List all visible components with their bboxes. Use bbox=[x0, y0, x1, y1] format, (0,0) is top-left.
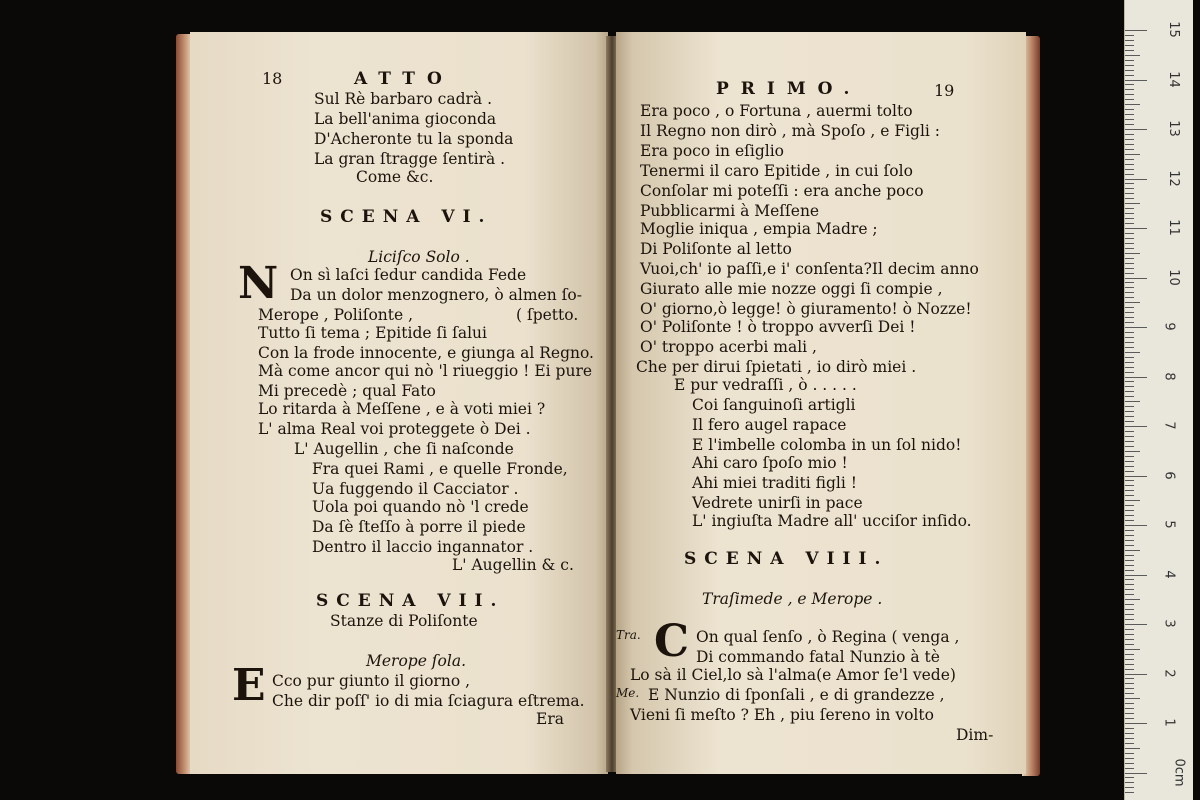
ruler-tick bbox=[1125, 480, 1134, 481]
ruler-tick bbox=[1125, 763, 1134, 764]
ruler-tick bbox=[1125, 377, 1147, 378]
ruler-tick bbox=[1125, 193, 1134, 194]
ruler-tick bbox=[1125, 109, 1134, 110]
ruler-tick bbox=[1125, 530, 1134, 531]
ruler-tick bbox=[1125, 639, 1134, 640]
ruler-number: 6 bbox=[1161, 470, 1177, 480]
ruler-tick bbox=[1125, 381, 1134, 382]
ruler-tick bbox=[1125, 678, 1134, 679]
ruler-number: 2 bbox=[1161, 668, 1177, 678]
ruler-tick bbox=[1125, 456, 1134, 457]
catchword: Era bbox=[536, 710, 564, 728]
scene-speaker: Liciſco Solo . bbox=[368, 248, 470, 266]
ruler-tick bbox=[1125, 416, 1134, 417]
ruler-tick bbox=[1125, 683, 1134, 684]
ruler-tick bbox=[1125, 282, 1134, 283]
ruler-tick bbox=[1125, 619, 1134, 620]
aria-line: L' ingiuſta Madre all' ucciſor inſido. bbox=[692, 512, 972, 530]
ruler-tick bbox=[1125, 614, 1134, 615]
ruler-tick bbox=[1125, 362, 1134, 363]
ruler-tick bbox=[1125, 579, 1134, 580]
ruler-tick bbox=[1125, 594, 1134, 595]
ruler-tick bbox=[1125, 768, 1134, 769]
ruler-tick bbox=[1125, 203, 1140, 204]
ruler-tick bbox=[1125, 223, 1134, 224]
ruler-tick bbox=[1125, 238, 1134, 239]
verse-line: La gran ſtragge ſentirà . bbox=[314, 150, 506, 168]
ruler-tick bbox=[1125, 441, 1134, 442]
ruler-tick bbox=[1125, 560, 1134, 561]
ruler-tick bbox=[1125, 40, 1134, 41]
aria-line: Uola poi quando nò 'l crede bbox=[312, 498, 529, 516]
ruler-tick bbox=[1125, 302, 1140, 303]
ruler-tick bbox=[1125, 278, 1147, 279]
text-line: Conſolar mi poteſſi : era anche poco bbox=[640, 182, 924, 200]
ruler-tick bbox=[1125, 372, 1134, 373]
verse-line: Sul Rè barbaro cadrà . bbox=[314, 90, 493, 108]
text-line: Vieni ſi meſto ? Eh , piu ſereno in volto bbox=[630, 706, 934, 724]
ruler-number: 12 bbox=[1165, 169, 1181, 187]
ruler-tick bbox=[1125, 589, 1134, 590]
ruler-tick bbox=[1125, 446, 1134, 447]
ruler-tick bbox=[1125, 584, 1134, 585]
ruler-tick bbox=[1125, 248, 1134, 249]
ruler-tick bbox=[1125, 322, 1134, 323]
ruler-tick bbox=[1125, 787, 1134, 788]
ruler-tick bbox=[1125, 312, 1134, 313]
ruler-tick bbox=[1125, 337, 1134, 338]
ruler-tick bbox=[1125, 129, 1147, 130]
ruler-number: 4 bbox=[1161, 569, 1177, 579]
ruler-tick bbox=[1125, 169, 1134, 170]
text-line: Merope , Poliſonte , bbox=[258, 306, 414, 324]
aria-line: Ua fuggendo il Cacciator . bbox=[312, 480, 519, 498]
text-line: Di commando fatal Nunzio à tè bbox=[696, 648, 940, 666]
ruler-tick bbox=[1125, 466, 1134, 467]
ruler-tick bbox=[1125, 604, 1134, 605]
ruler-tick bbox=[1125, 307, 1134, 308]
text-line: Cco pur giunto il giorno , bbox=[272, 672, 471, 690]
ruler-tick bbox=[1125, 243, 1134, 244]
text-line: Che dir poſſ' io di mia ſciagura eſtrema. bbox=[272, 692, 585, 710]
ruler-tick bbox=[1125, 505, 1134, 506]
aria-line: Il fero augel rapace bbox=[692, 416, 847, 434]
aria-line: E l'imbelle colomba in un ſol nido! bbox=[692, 436, 962, 454]
ruler-tick bbox=[1125, 777, 1134, 778]
ruler-tick bbox=[1125, 659, 1134, 660]
ruler-tick bbox=[1125, 570, 1134, 571]
ruler-tick bbox=[1125, 65, 1134, 66]
drop-cap: N bbox=[238, 258, 279, 309]
scene-speaker: Merope ſola. bbox=[366, 652, 467, 670]
ruler-tick bbox=[1125, 565, 1134, 566]
ruler-tick bbox=[1125, 134, 1134, 135]
speaker-label: Tra. bbox=[616, 628, 641, 642]
ruler-tick bbox=[1125, 75, 1134, 76]
text-line: Con la frode innocente, e giunga al Regno. bbox=[258, 344, 594, 362]
ruler-tick bbox=[1125, 386, 1134, 387]
ruler-tick bbox=[1125, 728, 1134, 729]
ruler-tick bbox=[1125, 792, 1134, 793]
ruler-tick bbox=[1125, 253, 1140, 254]
ruler-tick bbox=[1125, 218, 1134, 219]
ruler-tick bbox=[1125, 55, 1140, 56]
text-line: Lo ritarda à Meſſene , e à voti miei ? bbox=[258, 400, 546, 418]
ruler-tick bbox=[1125, 292, 1134, 293]
ruler-tick bbox=[1125, 268, 1134, 269]
ruler-tick bbox=[1125, 263, 1134, 264]
ruler-tick bbox=[1125, 89, 1134, 90]
aria-line: Vedrete unirſi in pace bbox=[692, 494, 863, 512]
ruler-tick bbox=[1125, 738, 1134, 739]
ruler-tick bbox=[1125, 753, 1134, 754]
ruler-tick bbox=[1125, 357, 1134, 358]
ruler-tick bbox=[1125, 634, 1134, 635]
text-line: Era poco in eſiglio bbox=[640, 142, 784, 160]
text-line: Mà come ancor qui nò 'l riueggio ! Ei pure bbox=[258, 362, 593, 380]
ruler-tick bbox=[1125, 396, 1134, 397]
scene-title: SCENA VII. bbox=[316, 591, 505, 611]
ruler-tick bbox=[1125, 485, 1134, 486]
ruler-tick bbox=[1125, 599, 1140, 600]
ruler-tick bbox=[1125, 471, 1134, 472]
ruler-tick bbox=[1125, 713, 1134, 714]
ruler-number: 11 bbox=[1165, 219, 1181, 236]
text-line: Il Regno non dirò , mà Spoſo , e Figli : bbox=[640, 122, 941, 140]
aria-line: Ahi miei traditi figli ! bbox=[692, 474, 857, 492]
ruler-tick bbox=[1125, 60, 1134, 61]
ruler-number: 3 bbox=[1161, 619, 1177, 628]
ruler-tick bbox=[1125, 99, 1134, 100]
ruler-tick bbox=[1125, 733, 1134, 734]
ruler-tick bbox=[1125, 164, 1134, 165]
ruler-number: 7 bbox=[1161, 421, 1177, 430]
running-head: ATTO bbox=[354, 69, 454, 89]
text-line: Mi precedè ; qual Fato bbox=[258, 382, 436, 400]
aria-line: Ahi caro ſpoſo mio ! bbox=[692, 454, 848, 472]
ruler-tick bbox=[1125, 555, 1134, 556]
ruler-tick bbox=[1125, 431, 1134, 432]
ruler-tick bbox=[1125, 198, 1134, 199]
text-line: Tutto ſi tema ; Epitide ſi ſalui bbox=[258, 324, 487, 342]
catchword: Dim- bbox=[956, 726, 994, 744]
ruler-tick bbox=[1125, 233, 1134, 234]
ruler-tick bbox=[1125, 188, 1134, 189]
ruler-tick bbox=[1125, 426, 1147, 427]
aria-line: Fra quei Rami , e quelle Fronde, bbox=[312, 460, 568, 478]
ruler-tick bbox=[1125, 510, 1134, 511]
ruler-number: 0cm bbox=[1171, 757, 1187, 787]
ruler-tick bbox=[1125, 703, 1134, 704]
ruler-tick bbox=[1125, 664, 1134, 665]
ruler-tick bbox=[1125, 693, 1134, 694]
ruler-tick bbox=[1125, 347, 1134, 348]
ruler-tick bbox=[1125, 490, 1134, 491]
text-line: Tenermi il caro Epitide , in cui ſolo bbox=[640, 162, 913, 180]
drop-cap: C bbox=[654, 616, 690, 667]
aria-line: L' Augellin , che ſi naſconde bbox=[294, 440, 514, 458]
ruler-tick bbox=[1125, 743, 1134, 744]
ruler-tick bbox=[1125, 352, 1140, 353]
ruler-number: 5 bbox=[1161, 520, 1177, 529]
ruler-tick bbox=[1125, 654, 1134, 655]
ruler-tick bbox=[1125, 149, 1134, 150]
ruler-tick bbox=[1125, 50, 1134, 51]
ruler-tick bbox=[1125, 782, 1134, 783]
ruler-tick bbox=[1125, 367, 1134, 368]
text-line: E pur vedraſſi , ò . . . . . bbox=[674, 376, 857, 394]
text-line: L' alma Real voi proteggete ò Dei . bbox=[258, 420, 531, 438]
ruler-tick bbox=[1125, 461, 1134, 462]
ruler-number: 15 bbox=[1165, 21, 1181, 38]
ruler-tick bbox=[1125, 540, 1134, 541]
ruler-tick bbox=[1125, 104, 1140, 105]
ruler-tick bbox=[1125, 317, 1134, 318]
page-number: 18 bbox=[262, 69, 283, 88]
ruler-tick bbox=[1125, 124, 1134, 125]
text-line: O' troppo acerbi mali , bbox=[640, 338, 817, 356]
ruler-tick bbox=[1125, 179, 1147, 180]
text-line: O' Poliſonte ! ò troppo avverſi Dei ! bbox=[640, 318, 916, 336]
ruler-tick bbox=[1125, 159, 1134, 160]
ruler-tick bbox=[1125, 476, 1147, 477]
text-line: Lo sà il Ciel,lo sà l'alma(e Amor ſe'l vede) bbox=[630, 666, 956, 684]
ruler-tick bbox=[1125, 213, 1134, 214]
text-line: On sì laſci ſedur candida Fede bbox=[290, 266, 527, 284]
ruler-tick bbox=[1125, 525, 1147, 526]
aria-line: Coi ſanguinoſi artigli bbox=[692, 396, 856, 414]
ruler-tick bbox=[1125, 688, 1134, 689]
ruler-tick bbox=[1125, 287, 1134, 288]
ruler-tick bbox=[1125, 119, 1134, 120]
ruler-tick bbox=[1125, 342, 1134, 343]
ruler-tick bbox=[1125, 114, 1134, 115]
ruler-tick bbox=[1125, 545, 1134, 546]
ruler-tick bbox=[1125, 297, 1134, 298]
ruler-tick bbox=[1125, 84, 1134, 85]
ruler-tick bbox=[1125, 94, 1134, 95]
ruler-tick bbox=[1125, 139, 1134, 140]
left-page bbox=[190, 32, 608, 774]
text-line: E Nunzio di ſponſali , e di grandezze , bbox=[648, 686, 945, 704]
ruler-tick bbox=[1125, 183, 1134, 184]
ruler-tick bbox=[1125, 174, 1134, 175]
text-line: Che per dirui ſpietati , io dirò miei . bbox=[636, 358, 917, 376]
ruler-tick bbox=[1125, 758, 1134, 759]
ruler-tick bbox=[1125, 748, 1140, 749]
ruler-tick bbox=[1125, 698, 1140, 699]
ruler-tick bbox=[1125, 520, 1134, 521]
aria-line: Da ſè ſteſſo à porre il piede bbox=[312, 518, 526, 536]
ruler-tick bbox=[1125, 45, 1134, 46]
ruler-tick bbox=[1125, 609, 1134, 610]
ruler-number: 9 bbox=[1161, 322, 1177, 331]
page-number: 19 bbox=[934, 81, 955, 100]
ruler-tick bbox=[1125, 154, 1140, 155]
scene-title: SCENA VIII. bbox=[684, 549, 889, 569]
ruler-number: 14 bbox=[1165, 70, 1181, 88]
scene-setting: Stanze di Poliſonte bbox=[330, 612, 478, 630]
scene-speaker: Traſimede , e Merope . bbox=[702, 590, 883, 608]
aria-line: Dentro il laccio ingannator . bbox=[312, 538, 534, 556]
ruler-tick bbox=[1125, 436, 1134, 437]
ruler-tick bbox=[1125, 332, 1134, 333]
ruler-tick bbox=[1125, 773, 1147, 774]
scene-title: SCENA VI. bbox=[320, 207, 493, 227]
text-line: Era poco , o Fortuna , auermi tolto bbox=[640, 102, 913, 120]
ruler-tick bbox=[1125, 391, 1134, 392]
ruler-tick bbox=[1125, 644, 1134, 645]
text-line: Vuoi,ch' io paſſi,e i' conſenta?Il decim anno bbox=[640, 260, 979, 278]
measurement-ruler bbox=[1124, 0, 1193, 800]
text-line: Di Poliſonte al letto bbox=[640, 240, 792, 258]
ruler-tick bbox=[1125, 228, 1147, 229]
ruler-tick bbox=[1125, 515, 1134, 516]
ruler-tick bbox=[1125, 674, 1147, 675]
ruler-tick bbox=[1125, 575, 1147, 576]
text-line: Da un dolor menzognero, ò almen ſo- bbox=[290, 286, 582, 304]
ruler-tick bbox=[1125, 70, 1134, 71]
ruler-tick bbox=[1125, 708, 1134, 709]
verse-line: D'Acheronte tu la sponda bbox=[314, 130, 514, 148]
ruler-tick bbox=[1125, 723, 1147, 724]
ruler-number: 1 bbox=[1161, 718, 1177, 727]
refrain: Come &c. bbox=[356, 168, 434, 186]
ruler-tick bbox=[1125, 30, 1147, 31]
text-line: Pubblicarmi à Meſſene bbox=[640, 202, 820, 220]
text-line: On qual ſenſo , ò Regina ( venga , bbox=[696, 628, 960, 646]
ruler-tick bbox=[1125, 669, 1134, 670]
ruler-tick bbox=[1125, 258, 1134, 259]
ruler-number: 8 bbox=[1161, 371, 1177, 381]
ruler-tick bbox=[1125, 421, 1134, 422]
ruler-tick bbox=[1125, 327, 1147, 328]
text-line: O' giorno,ò legge! ò giuramento! ò Nozze! bbox=[640, 300, 972, 318]
ruler-number: 13 bbox=[1165, 120, 1181, 137]
ruler-tick bbox=[1125, 208, 1134, 209]
drop-cap: E bbox=[232, 660, 266, 711]
ruler-tick bbox=[1125, 550, 1140, 551]
ruler-tick bbox=[1125, 535, 1134, 536]
ruler-tick bbox=[1125, 411, 1134, 412]
speaker-label: Me. bbox=[616, 686, 640, 700]
text-line: Moglie iniqua , empia Madre ; bbox=[640, 220, 878, 238]
ruler-tick bbox=[1125, 629, 1134, 630]
aria-refrain: L' Augellin & c. bbox=[452, 556, 574, 574]
ruler-tick bbox=[1125, 451, 1140, 452]
ruler-tick bbox=[1125, 273, 1134, 274]
ruler-tick bbox=[1125, 500, 1140, 501]
ruler-tick bbox=[1125, 624, 1147, 625]
right-page bbox=[616, 32, 1026, 774]
text-line: Giurato alle mie nozze oggi ſi compie , bbox=[640, 280, 943, 298]
ruler-tick bbox=[1125, 649, 1140, 650]
ruler-tick bbox=[1125, 35, 1134, 36]
ruler-tick bbox=[1125, 406, 1134, 407]
ruler-tick bbox=[1125, 80, 1147, 81]
ruler-tick bbox=[1125, 144, 1134, 145]
verse-line: La bell'anima gioconda bbox=[314, 110, 497, 128]
running-head: PRIMO. bbox=[716, 79, 862, 99]
ruler-tick bbox=[1125, 495, 1134, 496]
text-line-wrap: ( ſpetto. bbox=[516, 306, 579, 324]
ruler-tick bbox=[1125, 401, 1140, 402]
ruler-tick bbox=[1125, 718, 1134, 719]
ruler-number: 10 bbox=[1165, 268, 1181, 286]
